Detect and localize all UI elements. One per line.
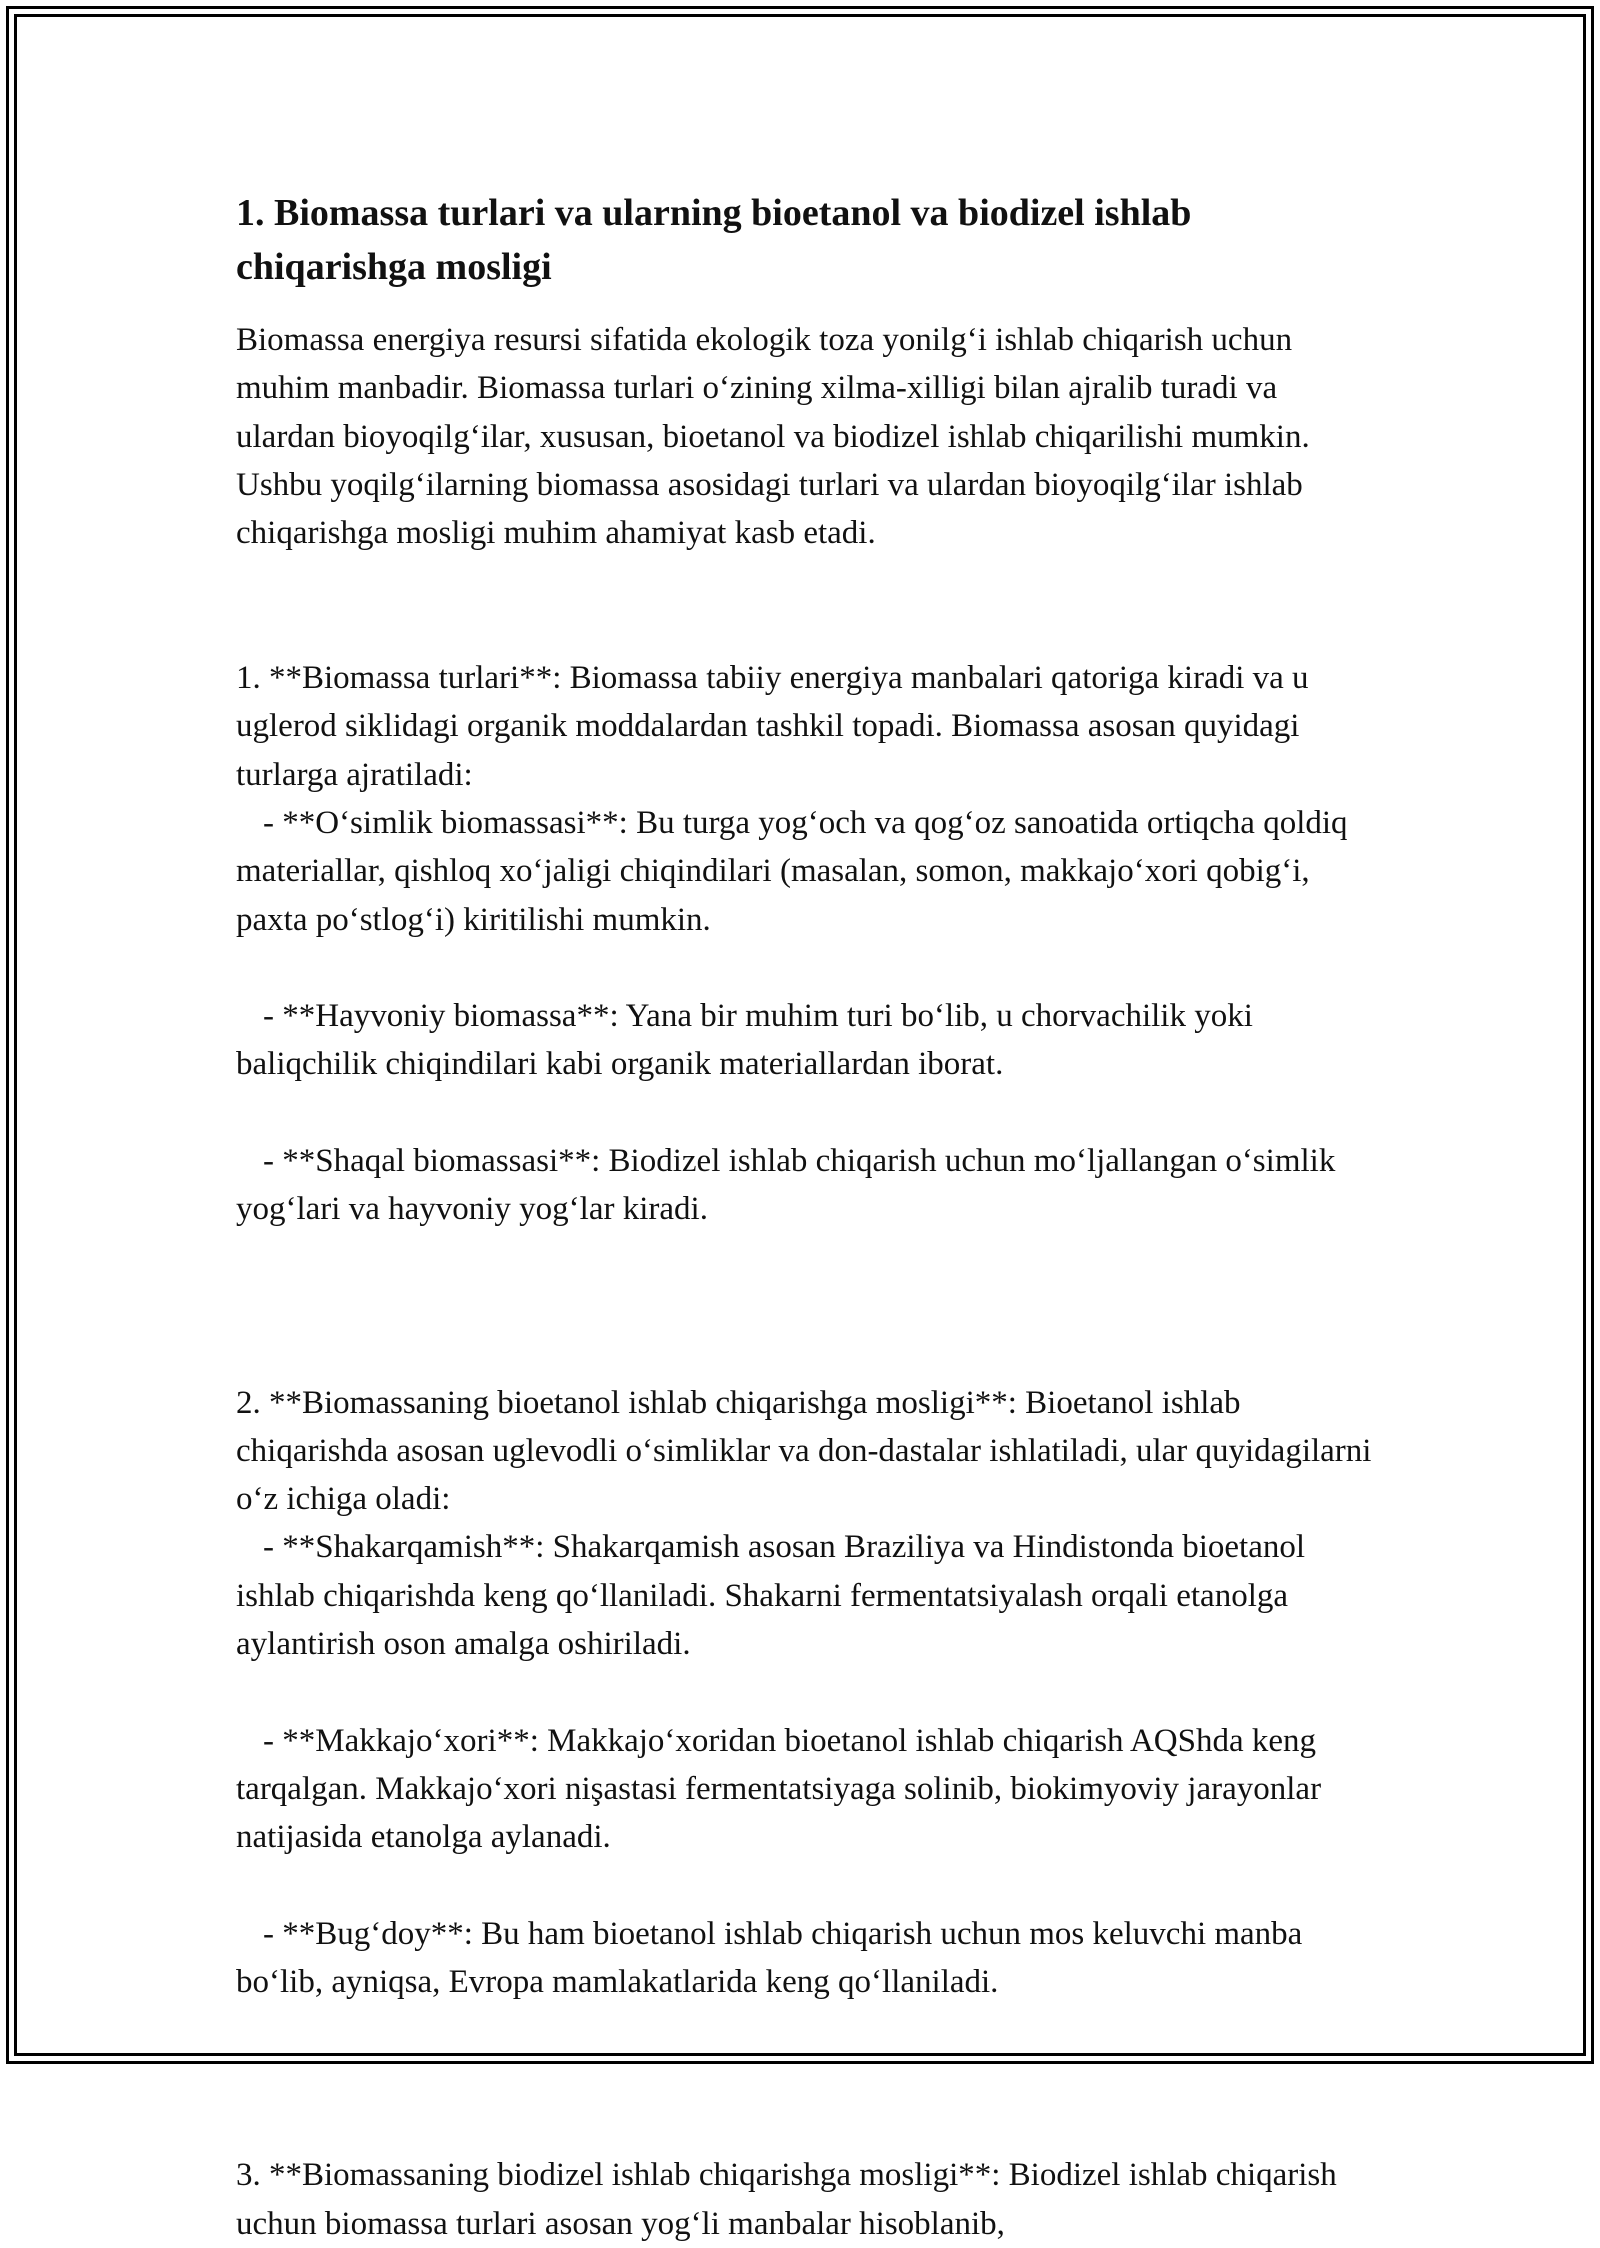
section-2-item: - **Shakarqamish**: Shakarqamish asosan Braziliya va Hindistonda bioetanol ishlab chiqarishda keng qo‘llaniladi. Shakarni fermentatsiyalash orqali etanolga aylantirish oson amalga oshiriladi. [236,1529,1306,1663]
section-1-item: - **Shaqal biomassasi**: Biodizel ishlab chiqarish uchun mo‘ljallangan o‘simlik yog‘lari va hayvoniy yog‘lar kiradi. [236,1143,1336,1228]
paragraph-gap [236,1282,1376,1330]
section-1-item: - **O‘simlik biomassasi**: Bu turga yog‘och va qog‘oz sanoatida ortiqcha qoldiq materiallar, qishloq xo‘jaligi chiqindilari (masalan, somon, makkajo‘xori qobig‘i, paxta po‘stlog‘i) kiritilishi mumkin. [236,804,1348,938]
document-body [236,186,1376,2248]
section-3 [236,2103,1376,2248]
paragraph-gap [236,2055,1376,2103]
document-title: 1. Biomassa turlari va ularning bioetanol va biodizel ishlab chiqarishga mosligi [236,192,1192,288]
section-2-lead: 2. **Biomassaning bioetanol ishlab chiqarishga mosligi**: Bioetanol ishlab chiqarishda asosan uglevodli o‘simliklar va don-dastalar ishlatiladi, ular quyidagilarni o‘z ichiga oladi: [236,1384,1372,1518]
section-1-item: - **Hayvoniy biomassa**: Yana bir muhim turi bo‘lib, u chorvachilik yoki baliqchilik chiqindilari kabi organik materiallardan iborat. [236,998,1253,1083]
paragraph-gap [236,557,1376,605]
section-3-lead: 3. **Biomassaning biodizel ishlab chiqarishga mosligi**: Biodizel ishlab chiqarish uchun biomassa turlari asosan yog‘li manbalar hisoblanib, [236,2157,1337,2242]
intro-paragraph: Biomassa energiya resursi sifatida ekologik toza yonilg‘i ishlab chiqarish uchun muhim manbadir. Biomassa turlari o‘zining xilma-xilligi bilan ajralib turadi va ulardan bioyoqilg‘ilar, xususan, bioetanol va biodizel ishlab chiqarilishi mumkin. Ushbu yoqilg‘ilarning biomassa asosidagi turlari va ulardan bioyoqilg‘ilar ishlab chiqarishga mosligi muhim ahamiyat kasb etadi. [236,322,1310,552]
section-1-lead: 1. **Biomassa turlari**: Biomassa tabiiy energiya manbalari qatoriga kiradi va u uglerod siklidagi organik moddalardan tashkil topadi. Biomassa asosan quyidagi turlarga ajratiladi: [236,660,1309,793]
section-2-item: - **Makkajo‘xori**: Makkajo‘xoridan bioetanol ishlab chiqarish AQShda keng tarqalgan. Makkajo‘xori nişastasi fermentatsiyaga solinib, biokimyoviy jarayonlar natijasida etanolga aylanadi. [236,1722,1322,1856]
section-2-item: - **Bug‘doy**: Bu ham bioetanol ishlab chiqarish uchun mos keluvchi manba bo‘lib, ayniqsa, Evropa mamlakatlarida keng qo‘llaniladi. [236,1915,1303,2001]
section-2 [236,1330,1376,2054]
section-1 [236,606,1376,1282]
